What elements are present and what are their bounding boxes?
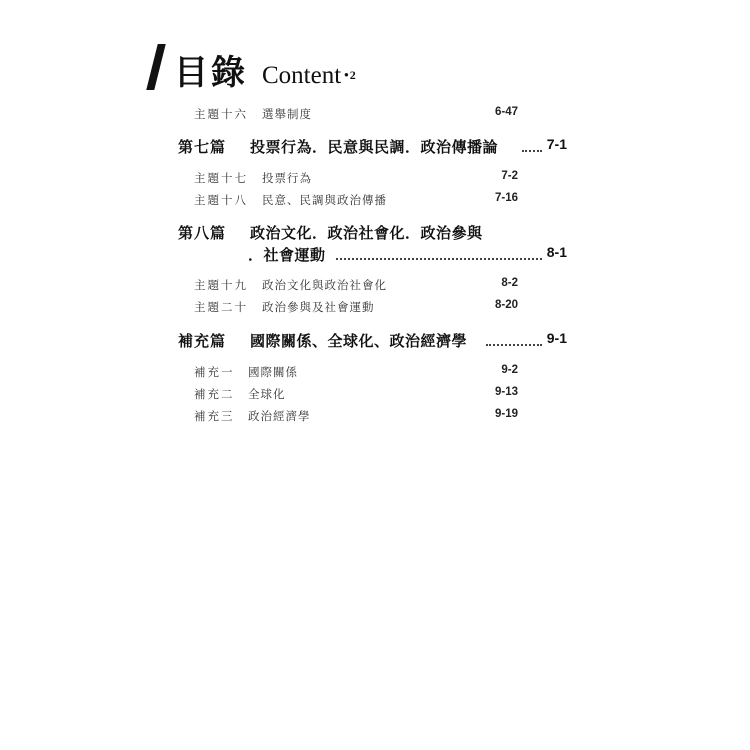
entry-title: 全球化 <box>248 387 286 401</box>
entry-label: 補充一 <box>194 365 235 379</box>
section-title: 國際關係、全球化、政治經濟學 <box>250 332 468 350</box>
section-label: 第七篇 <box>178 138 227 156</box>
section-title: 投票行為．民意與民調．政治傳播論 <box>250 138 499 156</box>
page-title: 目錄 <box>174 53 248 93</box>
page-number: 2 <box>349 68 356 82</box>
page-subtitle: Content <box>262 62 342 89</box>
entry-page: 9-2 <box>501 364 518 376</box>
entry-label: 補充三 <box>194 409 235 423</box>
section-title: 政治文化．政治社會化．政治參與 <box>250 224 483 242</box>
entry-label: 主題十六 <box>194 107 248 121</box>
entry-label: 主題二十 <box>194 300 248 314</box>
dot-leader <box>522 144 542 152</box>
toc-section-supplement[interactable] <box>178 330 567 354</box>
entry-title: 政治文化與政治社會化 <box>262 278 387 292</box>
entry-title: 國際關係 <box>248 365 298 379</box>
slash-decoration <box>146 44 165 90</box>
toc-entry-supplement-3[interactable] <box>194 408 518 426</box>
entry-label: 主題十八 <box>194 193 248 207</box>
dot-leader <box>486 338 542 346</box>
entry-page: 7-16 <box>494 192 518 204</box>
toc-entry-topic-17[interactable] <box>194 170 518 188</box>
toc-section-part-7[interactable] <box>178 136 567 160</box>
entry-page: 7-2 <box>501 170 518 182</box>
toc-header <box>152 40 356 92</box>
toc-entry-topic-19[interactable] <box>194 277 518 295</box>
entry-page: 8-20 <box>494 299 518 311</box>
entry-title: 政治參與及社會運動 <box>262 300 375 314</box>
toc-entry-topic-16[interactable] <box>194 106 518 124</box>
toc-entry-topic-20[interactable] <box>194 299 518 317</box>
section-page: 8-1 <box>546 244 567 260</box>
section-label: 補充篇 <box>178 332 227 350</box>
entry-label: 主題十七 <box>194 171 248 185</box>
entry-title: 民意、民調與政治傳播 <box>262 193 387 207</box>
toc-entry-topic-18[interactable] <box>194 192 518 210</box>
dot-leader <box>336 252 542 260</box>
section-page: 7-1 <box>546 136 567 152</box>
entry-label: 主題十九 <box>194 278 248 292</box>
entry-page: 8-2 <box>501 277 518 289</box>
entry-page: 6-47 <box>494 106 518 118</box>
toc-entry-supplement-2[interactable] <box>194 386 518 404</box>
toc-entry-supplement-1[interactable] <box>194 364 518 382</box>
entry-title: 選舉制度 <box>262 107 312 121</box>
entry-label: 補充二 <box>194 387 235 401</box>
entry-page: 9-19 <box>494 408 518 420</box>
toc-section-part-8[interactable] <box>178 222 567 246</box>
entry-page: 9-13 <box>494 386 518 398</box>
title-separator-dot: • <box>344 67 349 82</box>
entry-title: 政治經濟學 <box>248 409 311 423</box>
section-page: 9-1 <box>546 330 567 346</box>
entry-title: 投票行為 <box>262 171 312 185</box>
section-title-continued: ．社會運動 <box>248 246 326 264</box>
toc-section-part-8-continued[interactable] <box>178 244 567 268</box>
section-label: 第八篇 <box>178 224 227 242</box>
